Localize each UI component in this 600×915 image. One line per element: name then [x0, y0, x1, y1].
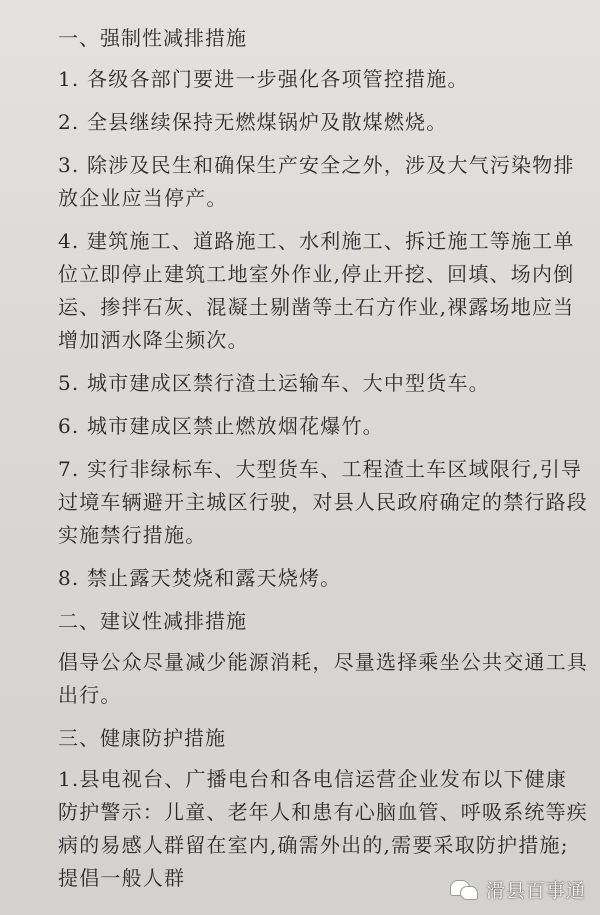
advisory-paragraph: 倡导公众尽量减少能源消耗，尽量选择乘坐公共交通工具出行。: [58, 650, 588, 707]
list-item-2: 2. 全县继续保持无燃煤锅炉及散煤燃烧。: [58, 110, 448, 134]
section-heading-health: 三、健康防护措施: [58, 726, 226, 750]
health-paragraph: 1.县电视台、广播电台和各电信运营企业发布以下健康防护警示：儿童、老年人和患有心脑血管、呼吸系统等疾病的易感人群留在室内,确需外出的,需要采取防护措施;提倡一般人群: [58, 767, 588, 890]
wechat-icon: [450, 878, 478, 902]
list-item-1: 1. 各级各部门要进一步强化各项管控措施。: [58, 67, 469, 91]
document-content: [58, 22, 588, 905]
list-item-6: 6. 城市建成区禁止燃放烟花爆竹。: [58, 414, 384, 438]
list-item-5: 5. 城市建成区禁行渣土运输车、大中型货车。: [58, 371, 490, 395]
list-item-7: 7. 实行非绿标车、大型货车、工程渣土车区域限行,引导过境车辆避开主城区行驶，对县人民政府确定的禁行路段实施禁行措施。: [58, 457, 588, 547]
list-item-4: 4. 建筑施工、道路施工、水利施工、拆迁施工等施工单位立即停止建筑工地室外作业,停止开挖、回填、场内倒运、掺拌石灰、混凝土剔凿等土石方作业,裸露场地应当增加洒水降尘频次。: [58, 229, 575, 352]
list-item-3: 3. 除涉及民生和确保生产安全之外，涉及大气污染物排放企业应当停产。: [58, 153, 575, 210]
list-item-8: 8. 禁止露天焚烧和露天烧烤。: [58, 566, 342, 590]
watermark-label: 滑县百事通: [485, 880, 586, 902]
section-heading-mandatory: 一、强制性减排措施: [58, 26, 247, 50]
watermark: [450, 876, 586, 903]
section-heading-advisory: 二、建议性减排措施: [58, 609, 247, 633]
